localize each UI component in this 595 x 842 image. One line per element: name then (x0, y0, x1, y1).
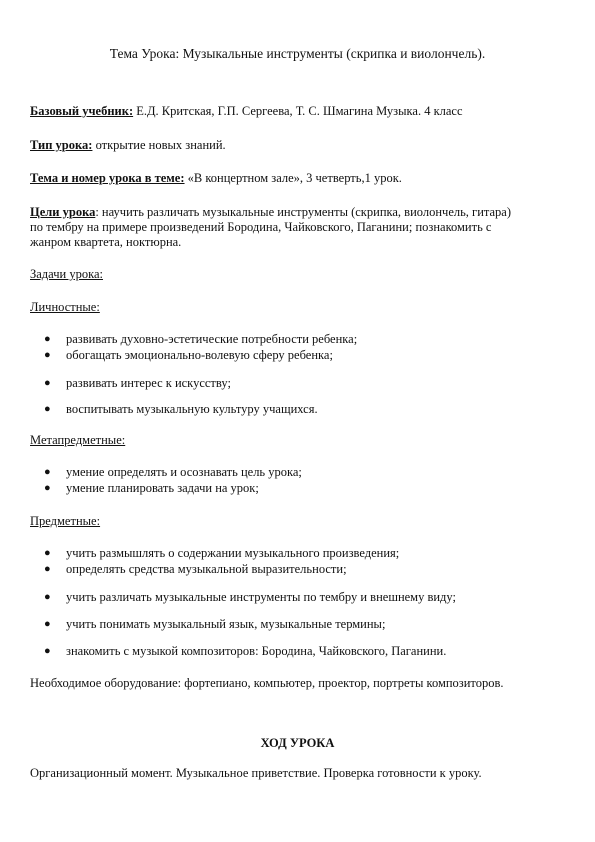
bullet-icon: ● (44, 349, 51, 361)
bullet-icon: ● (44, 482, 51, 494)
bullet-icon: ● (44, 618, 51, 630)
goals-paragraph (30, 205, 570, 250)
goals-label: Цели урока (30, 205, 96, 219)
lesson-type-value: открытие новых знаний. (92, 138, 226, 152)
topic-label: Тема и номер урока в теме: (30, 171, 185, 185)
personal-heading: Личностные: (30, 300, 100, 314)
lesson-type-line (30, 138, 570, 153)
goals-line-3: жанром квартета, ноктюрна. (30, 235, 182, 249)
goals-line-2: по тембру на примере произведений Бородина, Чайковского, Паганини; познакомить с (30, 220, 492, 234)
document-page: Тема Урока: Музыкальные инструменты (скрипка и виолончель). Базовый учебник: Е.Д. Критская, Г.П. Сергеева, Т. С. Шмагина Музыка. 4 класс Тип урока: открытие новых знаний. Тема и номер урока в теме: «В концертном зале», 3 четверть,1 урок. Цели урока: научить различать музыкальные инструменты (скрипка, виолончель, гитара) по тембру на примере произведений Бородина, Чайковского, Паганини; познакомить с жанром квартета, ноктюрна. Задачи урока: Личностные: ● развивать духовно-эстетические потребности ребенка; ● обогащать эмоционально-волевую сферу ребенка; ● развивать интерес к искусству; ● воспитывать музыкальную культуру учащихся. Метапредметные: ● умение определять и осознавать цель урока; ● умение планировать задачи на урок; Предметные: ● учить размышлять о содержании музыкального произведения; ● определять средства музыкальной выразительности; ● учить различать музыкальные инструменты по тембру и внешнему виду; ● учить понимать музыкальный язык, музыкальные термины; ● знакомить с музыкой композиторов: Бородина, Чайковского, Паганини. Необходимое оборудование: фортепиано, компьютер, проектор, портреты композиторов. ХОД УРОКА Организационный момент. Музыкальное приветствие. Проверка готовности к уроку. (0, 0, 595, 842)
subject-heading: Предметные: (30, 514, 101, 528)
bullet-icon: ● (44, 591, 51, 603)
bullet-icon: ● (44, 333, 51, 345)
meta-heading: Метапредметные: (30, 433, 126, 447)
bullet-icon: ● (44, 403, 51, 415)
org-moment-line: Организационный момент. Музыкальное приветствие. Проверка готовности к уроку. (30, 766, 482, 780)
textbook-value: Е.Д. Критская, Г.П. Сергеева, Т. С. Шмагина Музыка. 4 класс (133, 104, 463, 118)
lesson-course-heading: ХОД УРОКА (260, 736, 335, 750)
bullet-icon: ● (44, 563, 51, 575)
topic-value: «В концертном зале», 3 четверть,1 урок. (184, 171, 402, 185)
textbook-line (30, 104, 570, 119)
bullet-icon: ● (44, 645, 51, 657)
topic-line (30, 171, 570, 186)
bullet-icon: ● (44, 466, 51, 478)
textbook-label: Базовый учебник: (30, 104, 134, 118)
lesson-type-label: Тип урока: (30, 138, 93, 152)
goals-line-1: : научить различать музыкальные инструменты (скрипка, виолончель, гитара) (95, 205, 512, 219)
bullet-icon: ● (44, 547, 51, 559)
page-title: Тема Урока: Музыкальные инструменты (скрипка и виолончель). (109, 46, 486, 61)
tasks-heading: Задачи урока: (30, 267, 103, 281)
bullet-icon: ● (44, 377, 51, 389)
equipment-line: Необходимое оборудование: фортепиано, компьютер, проектор, портреты композиторов. (30, 676, 504, 690)
